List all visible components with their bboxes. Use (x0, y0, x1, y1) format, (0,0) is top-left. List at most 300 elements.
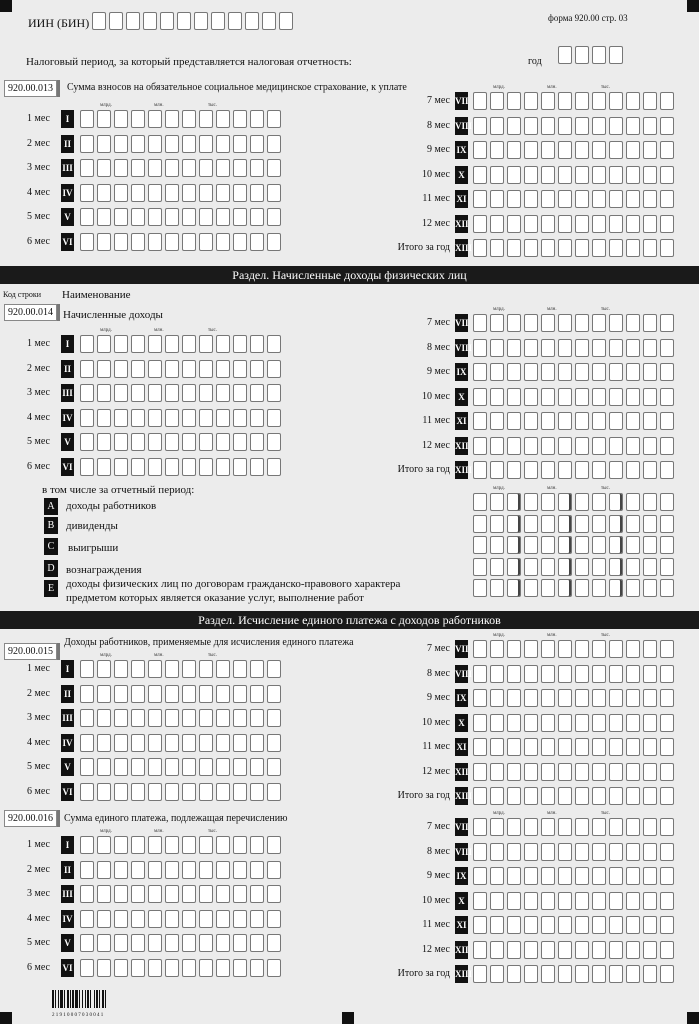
amount-cells[interactable] (473, 579, 677, 597)
digit-cell[interactable] (643, 363, 657, 381)
digit-cell[interactable] (524, 92, 538, 110)
digit-cell[interactable] (524, 665, 538, 683)
digit-cell[interactable] (541, 437, 555, 455)
digit-cell[interactable] (507, 738, 521, 756)
digit-cell[interactable] (558, 558, 572, 576)
digit-cell[interactable] (267, 783, 281, 801)
digit-cell[interactable] (182, 783, 196, 801)
digit-cell[interactable] (524, 787, 538, 805)
digit-cell[interactable] (490, 818, 504, 836)
digit-cell[interactable] (643, 787, 657, 805)
digit-cell[interactable] (148, 433, 162, 451)
digit-cell[interactable] (473, 640, 487, 658)
digit-cell[interactable] (228, 12, 242, 30)
amount-cells[interactable] (473, 437, 677, 455)
digit-cell[interactable] (131, 159, 145, 177)
digit-cell[interactable] (609, 239, 623, 257)
digit-cell[interactable] (643, 461, 657, 479)
digit-cell[interactable] (643, 141, 657, 159)
digit-cell[interactable] (148, 910, 162, 928)
digit-cell[interactable] (609, 714, 623, 732)
amount-cells[interactable] (473, 558, 677, 576)
digit-cell[interactable] (609, 92, 623, 110)
digit-cell[interactable] (148, 709, 162, 727)
digit-cell[interactable] (507, 412, 521, 430)
digit-cell[interactable] (114, 734, 128, 752)
digit-cell[interactable] (250, 685, 264, 703)
amount-cells[interactable] (80, 384, 284, 402)
digit-cell[interactable] (114, 409, 128, 427)
digit-cell[interactable] (592, 314, 606, 332)
digit-cell[interactable] (524, 515, 538, 533)
digit-cell[interactable] (660, 763, 674, 781)
digit-cell[interactable] (643, 818, 657, 836)
digit-cell[interactable] (575, 166, 589, 184)
digit-cell[interactable] (524, 215, 538, 233)
amount-cells[interactable] (80, 360, 284, 378)
digit-cell[interactable] (199, 433, 213, 451)
digit-cell[interactable] (250, 885, 264, 903)
digit-cell[interactable] (575, 239, 589, 257)
digit-cell[interactable] (609, 843, 623, 861)
amount-cells[interactable] (473, 412, 677, 430)
amount-cells[interactable] (473, 665, 677, 683)
digit-cell[interactable] (592, 92, 606, 110)
digit-cell[interactable] (182, 709, 196, 727)
digit-cell[interactable] (507, 239, 521, 257)
digit-cell[interactable] (131, 433, 145, 451)
digit-cell[interactable] (182, 959, 196, 977)
digit-cell[interactable] (148, 885, 162, 903)
digit-cell[interactable] (626, 941, 640, 959)
digit-cell[interactable] (626, 141, 640, 159)
digit-cell[interactable] (182, 409, 196, 427)
amount-cells[interactable] (473, 215, 677, 233)
digit-cell[interactable] (473, 867, 487, 885)
digit-cell[interactable] (660, 493, 674, 511)
digit-cell[interactable] (216, 384, 230, 402)
digit-cell[interactable] (80, 409, 94, 427)
digit-cell[interactable] (524, 190, 538, 208)
digit-cell[interactable] (114, 934, 128, 952)
digit-cell[interactable] (131, 709, 145, 727)
digit-cell[interactable] (131, 458, 145, 476)
digit-cell[interactable] (250, 758, 264, 776)
digit-cell[interactable] (541, 916, 555, 934)
digit-cell[interactable] (524, 117, 538, 135)
digit-cell[interactable] (165, 709, 179, 727)
digit-cell[interactable] (182, 836, 196, 854)
digit-cell[interactable] (592, 412, 606, 430)
digit-cell[interactable] (490, 763, 504, 781)
digit-cell[interactable] (233, 959, 247, 977)
digit-cell[interactable] (626, 536, 640, 554)
digit-cell[interactable] (524, 640, 538, 658)
digit-cell[interactable] (80, 135, 94, 153)
digit-cell[interactable] (575, 965, 589, 983)
digit-cell[interactable] (182, 685, 196, 703)
digit-cell[interactable] (97, 159, 111, 177)
amount-cells[interactable] (473, 916, 677, 934)
digit-cell[interactable] (199, 233, 213, 251)
digit-cell[interactable] (626, 763, 640, 781)
digit-cell[interactable] (233, 836, 247, 854)
digit-cell[interactable] (165, 159, 179, 177)
digit-cell[interactable] (490, 738, 504, 756)
digit-cell[interactable] (165, 384, 179, 402)
digit-cell[interactable] (97, 360, 111, 378)
digit-cell[interactable] (182, 233, 196, 251)
digit-cell[interactable] (199, 910, 213, 928)
digit-cell[interactable] (165, 734, 179, 752)
digit-cell[interactable] (575, 941, 589, 959)
digit-cell[interactable] (643, 412, 657, 430)
digit-cell[interactable] (114, 910, 128, 928)
digit-cell[interactable] (97, 110, 111, 128)
digit-cell[interactable] (524, 941, 538, 959)
digit-cell[interactable] (609, 689, 623, 707)
digit-cell[interactable] (592, 190, 606, 208)
digit-cell[interactable] (216, 135, 230, 153)
digit-cell[interactable] (148, 208, 162, 226)
digit-cell[interactable] (524, 536, 538, 554)
amount-cells[interactable] (80, 783, 284, 801)
digit-cell[interactable] (660, 714, 674, 732)
digit-cell[interactable] (97, 910, 111, 928)
digit-cell[interactable] (80, 335, 94, 353)
digit-cell[interactable] (80, 433, 94, 451)
digit-cell[interactable] (524, 166, 538, 184)
digit-cell[interactable] (473, 941, 487, 959)
digit-cell[interactable] (473, 515, 487, 533)
digit-cell[interactable] (626, 916, 640, 934)
digit-cell[interactable] (233, 360, 247, 378)
digit-cell[interactable] (541, 314, 555, 332)
digit-cell[interactable] (609, 412, 623, 430)
digit-cell[interactable] (626, 714, 640, 732)
digit-cell[interactable] (267, 685, 281, 703)
digit-cell[interactable] (541, 665, 555, 683)
digit-cell[interactable] (80, 709, 94, 727)
digit-cell[interactable] (643, 536, 657, 554)
digit-cell[interactable] (660, 190, 674, 208)
digit-cell[interactable] (660, 92, 674, 110)
digit-cell[interactable] (473, 141, 487, 159)
amount-cells[interactable] (473, 493, 677, 511)
digit-cell[interactable] (114, 135, 128, 153)
amount-cells[interactable] (80, 409, 284, 427)
digit-cell[interactable] (80, 159, 94, 177)
digit-cell[interactable] (490, 714, 504, 732)
digit-cell[interactable] (233, 685, 247, 703)
digit-cell[interactable] (182, 758, 196, 776)
digit-cell[interactable] (216, 660, 230, 678)
digit-cell[interactable] (592, 892, 606, 910)
digit-cell[interactable] (660, 689, 674, 707)
digit-cell[interactable] (131, 233, 145, 251)
digit-cell[interactable] (575, 339, 589, 357)
digit-cell[interactable] (199, 458, 213, 476)
digit-cell[interactable] (165, 360, 179, 378)
digit-cell[interactable] (473, 388, 487, 406)
digit-cell[interactable] (524, 437, 538, 455)
digit-cell[interactable] (490, 640, 504, 658)
digit-cell[interactable] (575, 493, 589, 511)
digit-cell[interactable] (609, 558, 623, 576)
digit-cell[interactable] (541, 388, 555, 406)
digit-cell[interactable] (626, 339, 640, 357)
digit-cell[interactable] (114, 959, 128, 977)
digit-cell[interactable] (216, 783, 230, 801)
digit-cell[interactable] (148, 135, 162, 153)
digit-cell[interactable] (490, 892, 504, 910)
digit-cell[interactable] (643, 92, 657, 110)
amount-cells[interactable] (473, 892, 677, 910)
digit-cell[interactable] (97, 734, 111, 752)
digit-cell[interactable] (148, 959, 162, 977)
digit-cell[interactable] (165, 836, 179, 854)
digit-cell[interactable] (507, 515, 521, 533)
digit-cell[interactable] (473, 363, 487, 381)
amount-cells[interactable] (80, 110, 284, 128)
digit-cell[interactable] (97, 685, 111, 703)
digit-cell[interactable] (148, 384, 162, 402)
amount-cells[interactable] (80, 959, 284, 977)
digit-cell[interactable] (250, 159, 264, 177)
digit-cell[interactable] (575, 215, 589, 233)
digit-cell[interactable] (131, 910, 145, 928)
digit-cell[interactable] (97, 885, 111, 903)
digit-cell[interactable] (131, 360, 145, 378)
digit-cell[interactable] (575, 916, 589, 934)
digit-cell[interactable] (233, 660, 247, 678)
digit-cell[interactable] (490, 166, 504, 184)
digit-cell[interactable] (660, 916, 674, 934)
digit-cell[interactable] (660, 579, 674, 597)
digit-cell[interactable] (126, 12, 140, 30)
digit-cell[interactable] (626, 787, 640, 805)
digit-cell[interactable] (507, 437, 521, 455)
digit-cell[interactable] (182, 360, 196, 378)
digit-cell[interactable] (609, 437, 623, 455)
digit-cell[interactable] (541, 689, 555, 707)
digit-cell[interactable] (541, 763, 555, 781)
amount-cells[interactable] (473, 166, 677, 184)
digit-cell[interactable] (524, 363, 538, 381)
digit-cell[interactable] (490, 965, 504, 983)
digit-cell[interactable] (507, 867, 521, 885)
digit-cell[interactable] (626, 461, 640, 479)
digit-cell[interactable] (558, 941, 572, 959)
digit-cell[interactable] (490, 339, 504, 357)
digit-cell[interactable] (643, 339, 657, 357)
digit-cell[interactable] (626, 215, 640, 233)
digit-cell[interactable] (250, 734, 264, 752)
digit-cell[interactable] (660, 843, 674, 861)
digit-cell[interactable] (558, 363, 572, 381)
digit-cell[interactable] (250, 660, 264, 678)
digit-cell[interactable] (233, 910, 247, 928)
digit-cell[interactable] (626, 314, 640, 332)
digit-cell[interactable] (114, 660, 128, 678)
digit-cell[interactable] (592, 738, 606, 756)
digit-cell[interactable] (233, 208, 247, 226)
digit-cell[interactable] (592, 437, 606, 455)
digit-cell[interactable] (592, 388, 606, 406)
digit-cell[interactable] (199, 934, 213, 952)
digit-cell[interactable] (165, 335, 179, 353)
digit-cell[interactable] (80, 910, 94, 928)
digit-cell[interactable] (626, 239, 640, 257)
digit-cell[interactable] (216, 685, 230, 703)
digit-cell[interactable] (199, 159, 213, 177)
amount-cells[interactable] (473, 965, 677, 983)
digit-cell[interactable] (490, 437, 504, 455)
digit-cell[interactable] (643, 579, 657, 597)
digit-cell[interactable] (575, 763, 589, 781)
digit-cell[interactable] (609, 916, 623, 934)
digit-cell[interactable] (541, 843, 555, 861)
digit-cell[interactable] (250, 110, 264, 128)
digit-cell[interactable] (267, 934, 281, 952)
digit-cell[interactable] (267, 409, 281, 427)
digit-cell[interactable] (490, 515, 504, 533)
digit-cell[interactable] (524, 239, 538, 257)
digit-cell[interactable] (216, 233, 230, 251)
digit-cell[interactable] (148, 783, 162, 801)
digit-cell[interactable] (609, 117, 623, 135)
digit-cell[interactable] (97, 660, 111, 678)
digit-cell[interactable] (80, 959, 94, 977)
digit-cell[interactable] (165, 861, 179, 879)
digit-cell[interactable] (182, 660, 196, 678)
digit-cell[interactable] (558, 388, 572, 406)
digit-cell[interactable] (80, 184, 94, 202)
amount-cells[interactable] (473, 461, 677, 479)
digit-cell[interactable] (558, 640, 572, 658)
digit-cell[interactable] (233, 233, 247, 251)
digit-cell[interactable] (626, 493, 640, 511)
digit-cell[interactable] (541, 738, 555, 756)
digit-cell[interactable] (80, 110, 94, 128)
digit-cell[interactable] (165, 758, 179, 776)
digit-cell[interactable] (609, 46, 623, 64)
digit-cell[interactable] (97, 384, 111, 402)
digit-cell[interactable] (165, 184, 179, 202)
digit-cell[interactable] (643, 493, 657, 511)
digit-cell[interactable] (114, 184, 128, 202)
amount-cells[interactable] (80, 208, 284, 226)
digit-cell[interactable] (541, 787, 555, 805)
digit-cell[interactable] (182, 135, 196, 153)
amount-cells[interactable] (80, 885, 284, 903)
digit-cell[interactable] (97, 836, 111, 854)
digit-cell[interactable] (490, 689, 504, 707)
digit-cell[interactable] (643, 892, 657, 910)
digit-cell[interactable] (524, 141, 538, 159)
digit-cell[interactable] (490, 314, 504, 332)
digit-cell[interactable] (592, 640, 606, 658)
digit-cell[interactable] (643, 640, 657, 658)
digit-cell[interactable] (609, 166, 623, 184)
digit-cell[interactable] (592, 689, 606, 707)
digit-cell[interactable] (216, 758, 230, 776)
digit-cell[interactable] (233, 885, 247, 903)
digit-cell[interactable] (97, 959, 111, 977)
digit-cell[interactable] (97, 335, 111, 353)
digit-cell[interactable] (609, 867, 623, 885)
digit-cell[interactable] (507, 843, 521, 861)
digit-cell[interactable] (575, 689, 589, 707)
digit-cell[interactable] (541, 493, 555, 511)
digit-cell[interactable] (97, 233, 111, 251)
digit-cell[interactable] (524, 579, 538, 597)
digit-cell[interactable] (643, 437, 657, 455)
digit-cell[interactable] (148, 110, 162, 128)
digit-cell[interactable] (524, 339, 538, 357)
digit-cell[interactable] (541, 818, 555, 836)
digit-cell[interactable] (609, 515, 623, 533)
digit-cell[interactable] (643, 763, 657, 781)
digit-cell[interactable] (609, 763, 623, 781)
digit-cell[interactable] (148, 934, 162, 952)
digit-cell[interactable] (148, 685, 162, 703)
digit-cell[interactable] (609, 363, 623, 381)
amount-cells[interactable] (80, 660, 284, 678)
digit-cell[interactable] (80, 758, 94, 776)
digit-cell[interactable] (592, 493, 606, 511)
digit-cell[interactable] (592, 787, 606, 805)
digit-cell[interactable] (592, 46, 606, 64)
digit-cell[interactable] (114, 233, 128, 251)
digit-cell[interactable] (80, 861, 94, 879)
digit-cell[interactable] (114, 836, 128, 854)
digit-cell[interactable] (609, 665, 623, 683)
digit-cell[interactable] (643, 867, 657, 885)
digit-cell[interactable] (507, 892, 521, 910)
digit-cell[interactable] (643, 965, 657, 983)
digit-cell[interactable] (233, 384, 247, 402)
digit-cell[interactable] (626, 515, 640, 533)
digit-cell[interactable] (541, 363, 555, 381)
digit-cell[interactable] (80, 360, 94, 378)
digit-cell[interactable] (194, 12, 208, 30)
digit-cell[interactable] (148, 660, 162, 678)
digit-cell[interactable] (165, 208, 179, 226)
digit-cell[interactable] (490, 215, 504, 233)
digit-cell[interactable] (592, 558, 606, 576)
digit-cell[interactable] (609, 141, 623, 159)
digit-cell[interactable] (267, 458, 281, 476)
digit-cell[interactable] (216, 959, 230, 977)
digit-cell[interactable] (216, 360, 230, 378)
digit-cell[interactable] (490, 141, 504, 159)
digit-cell[interactable] (507, 215, 521, 233)
digit-cell[interactable] (199, 135, 213, 153)
digit-cell[interactable] (216, 734, 230, 752)
digit-cell[interactable] (97, 409, 111, 427)
digit-cell[interactable] (660, 363, 674, 381)
digit-cell[interactable] (490, 941, 504, 959)
digit-cell[interactable] (199, 734, 213, 752)
digit-cell[interactable] (199, 208, 213, 226)
digit-cell[interactable] (507, 665, 521, 683)
digit-cell[interactable] (507, 558, 521, 576)
digit-cell[interactable] (558, 461, 572, 479)
digit-cell[interactable] (643, 239, 657, 257)
digit-cell[interactable] (592, 843, 606, 861)
digit-cell[interactable] (541, 941, 555, 959)
